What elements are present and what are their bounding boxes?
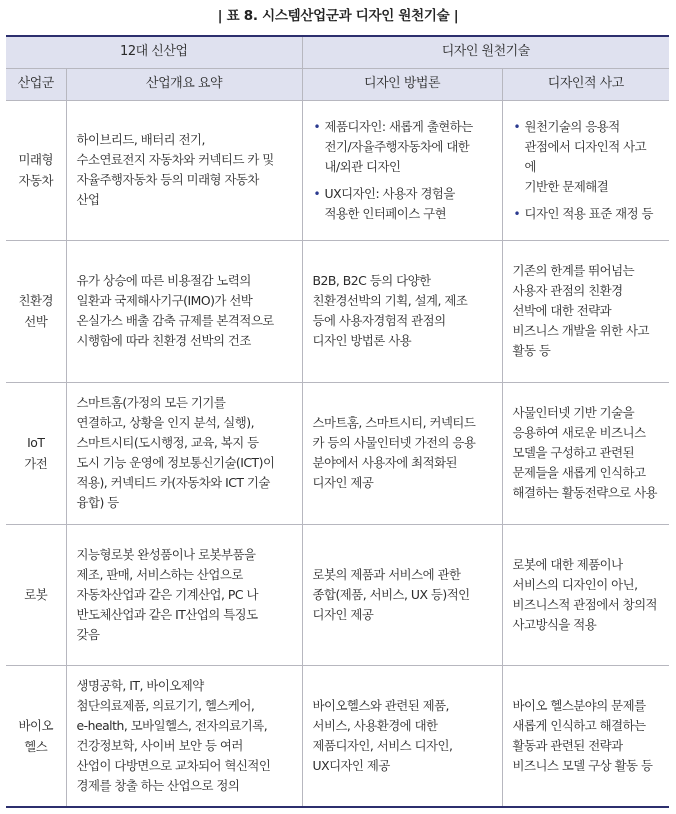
summary-cell: 스마트홈(가정의 모든 기기를 연결하고, 상황을 인지 분석, 실행), 스마트시티(도시행정, 교육, 복지 등 도시 기능 운영에 정보통신기술(ICT)이 적용), 커넥티드 카(자동차와 ICT 기술 융합) 등 bbox=[66, 382, 302, 524]
thinking-bullet-list bbox=[513, 117, 658, 224]
list-item: • UX디자인: 사용자 경험을 적용한 인터페이스 구현 bbox=[313, 185, 455, 221]
table-row bbox=[6, 100, 669, 240]
table-title: | 표 8. 시스템산업군과 디자인 원천기술 | bbox=[217, 8, 459, 24]
header-group-design-tech: 디자인 원천기술 bbox=[302, 36, 669, 68]
table-row bbox=[6, 382, 669, 524]
list-item: • 디자인 적용 표준 재정 등 bbox=[525, 204, 658, 224]
bullet-icon: • bbox=[313, 186, 321, 201]
bullet-icon: • bbox=[513, 206, 521, 221]
table-row bbox=[6, 240, 669, 382]
thinking-cell: 사물인터넷 기반 기술을 응용하여 새로운 비즈니스 모델을 구성하고 관련된 문제들을 새롭게 인식하고 해결하는 활동전략으로 사용 bbox=[502, 382, 669, 524]
methodology-cell: 바이오헬스와 관련된 제품, 서비스, 사용환경에 대한 제품디자인, 서비스 디자인, UX디자인 제공 bbox=[302, 665, 502, 807]
methodology-cell: 로봇의 제품과 서비스에 관한 종합(제품, 서비스, UX 등)적인 디자인 제공 bbox=[302, 524, 502, 665]
category-cell: 친환경 선박 bbox=[6, 240, 66, 382]
category-cell: 로봇 bbox=[6, 524, 66, 665]
industry-design-table bbox=[6, 35, 669, 808]
category-cell: 미래형 자동차 bbox=[6, 100, 66, 240]
table-row bbox=[6, 524, 669, 665]
methodology-cell: B2B, B2C 등의 다양한 친환경선박의 기획, 설계, 제조 등에 사용자경험적 관점의 디자인 방법론 사용 bbox=[302, 240, 502, 382]
header-methodology: 디자인 방법론 bbox=[302, 68, 502, 100]
summary-cell: 하이브리드, 배터리 전기, 수소연료전지 자동차와 커넥티드 카 및 자율주행자동차 등의 미래형 자동차 산업 bbox=[66, 100, 302, 240]
thinking-cell: 바이오 헬스분야의 문제를 새롭게 인식하고 해결하는 활동과 관련된 전략과 비즈니스 모델 구상 활동 등 bbox=[502, 665, 669, 807]
summary-cell: 생명공학, IT, 바이오제약 첨단의료제품, 의료기기, 헬스케어, e-health, 모바일헬스, 전자의료기록, 건강정보학, 사이버 보안 등 여러 산업이 다방면으로 교차되어 혁신적인 경제를 창출 하는 산업으로 정의 bbox=[66, 665, 302, 807]
summary-cell: 지능형로봇 완성품이나 로봇부품을 제조, 판매, 서비스하는 산업으로 자동차산업과 같은 기계산업, PC 나 반도체산업과 같은 IT산업의 특징도 갖음 bbox=[66, 524, 302, 665]
table-row bbox=[6, 665, 669, 807]
thinking-cell: 로봇에 대한 제품이나 서비스의 디자인이 아닌, 비즈니스적 관점에서 창의적 사고방식을 적용 bbox=[502, 524, 669, 665]
bullet-icon: • bbox=[513, 119, 521, 134]
list-item: • 원천기술의 응용적 관점에서 디자인적 사고에 기반한 문제해결 bbox=[513, 118, 647, 194]
header-category: 산업군 bbox=[6, 68, 66, 100]
bullet-icon: • bbox=[313, 119, 321, 134]
header-thinking: 디자인적 사고 bbox=[502, 68, 669, 100]
methodology-cell bbox=[302, 100, 502, 240]
header-row-group bbox=[6, 36, 669, 68]
summary-cell: 유가 상승에 따른 비용절감 노력의 일환과 국제해사기구(IMO)가 선박 온실가스 배출 감축 규제를 본격적으로 시행함에 따라 친환경 선박의 건조 bbox=[66, 240, 302, 382]
thinking-cell bbox=[502, 100, 669, 240]
methodology-bullet-list bbox=[313, 117, 490, 224]
category-cell: IoT 가전 bbox=[6, 382, 66, 524]
header-row-columns bbox=[6, 68, 669, 100]
thinking-cell: 기존의 한계를 뛰어넘는 사용자 관점의 친환경 선박에 대한 전략과 비즈니스 개발을 위한 사고 활동 등 bbox=[502, 240, 669, 382]
methodology-cell: 스마트홈, 스마트시티, 커넥티드 카 등의 사물인터넷 가전의 응용 분야에서 사용자에 최적화된 디자인 제공 bbox=[302, 382, 502, 524]
category-cell: 바이오 헬스 bbox=[6, 665, 66, 807]
list-item: • 제품디자인: 새롭게 출현하는 전기/자율주행자동차에 대한 내/외관 디자인 bbox=[313, 118, 473, 174]
header-group-new-industries: 12대 신산업 bbox=[6, 36, 302, 68]
header-summary: 산업개요 요약 bbox=[66, 68, 302, 100]
